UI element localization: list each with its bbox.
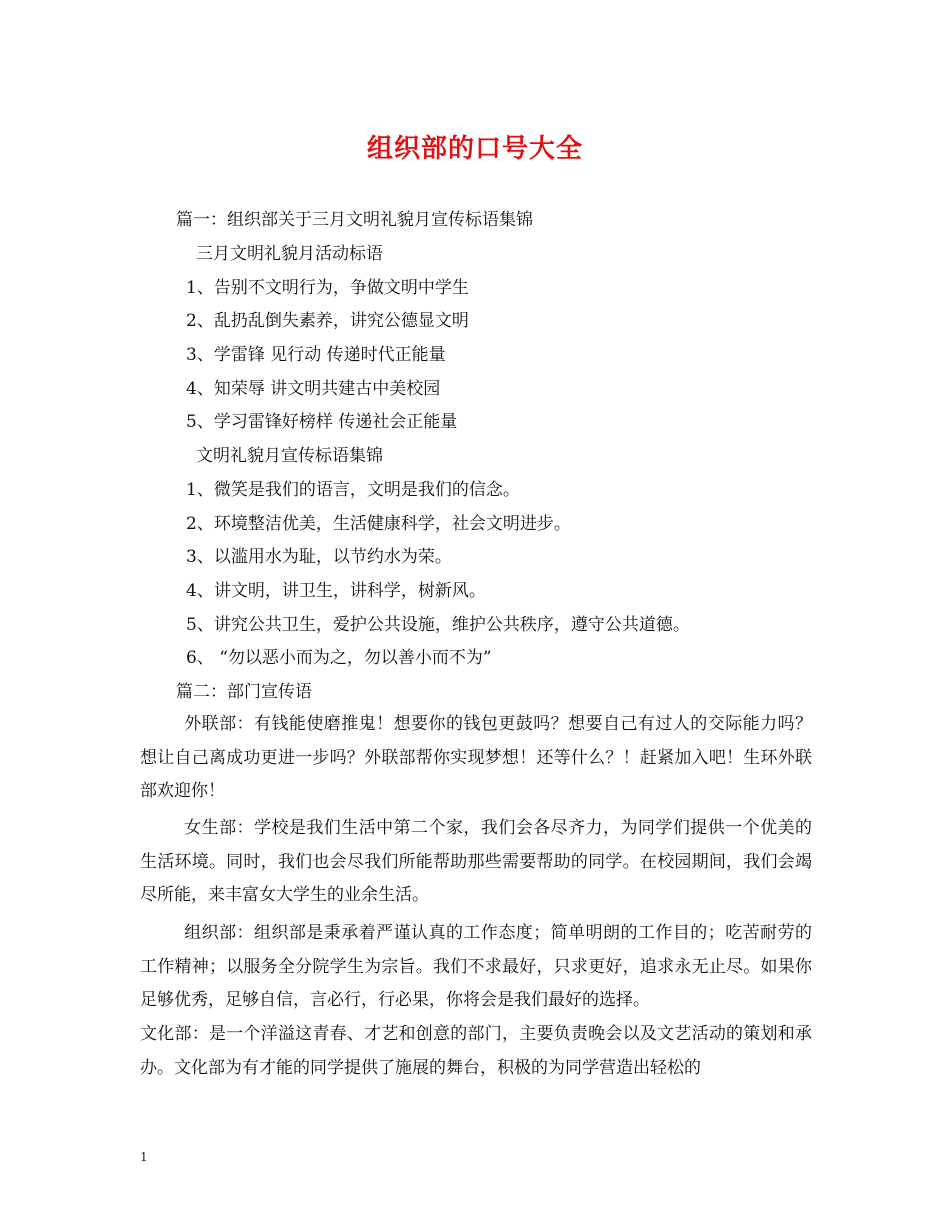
- paragraph-external-relations: 外联部：有钱能使磨推鬼！想要你的钱包更鼓吗？想要自己有过人的交际能力吗？想让自己离成功更进一步吗？外联部帮你实现梦想！还等什么？！赶紧加入吧！生环外联部欢迎你！: [140, 714, 812, 801]
- section2-item: 3、以滥用水为耻，以节约水为荣。: [186, 547, 452, 567]
- section2-heading: 文明礼貌月宣传标语集锦: [196, 446, 383, 466]
- section1-item: 5、学习雷锋好榜样 传递社会正能量: [186, 412, 458, 432]
- section2-item: 2、环境整洁优美，生活健康科学，社会文明进步。: [186, 514, 571, 534]
- paragraph-female-students: 女生部：学校是我们生活中第二个家，我们会各尽齐力，为同学们提供一个优美的生活环境。同时，我们也会尽我们所能帮助那些需要帮助的同学。在校园期间，我们会竭尽所能，来丰富女大学生的业余生活。: [140, 818, 812, 905]
- section1-item: 1、告别不文明行为，争做文明中学生: [186, 278, 469, 298]
- section2-item: 5、讲究公共卫生，爱护公共设施，维护公共秩序，遵守公共道德。: [186, 615, 690, 635]
- paragraph-culture: 文化部：是一个洋溢这青春、才艺和创意的部门，主要负责晚会以及文艺活动的策划和承办。文化部为有才能的同学提供了施展的舞台，积极的为同学营造出轻松的: [140, 1024, 812, 1078]
- part2-heading: 篇二：部门宣传语: [176, 682, 312, 702]
- section2-item: 4、讲文明，讲卫生，讲科学，树新风。: [186, 581, 486, 601]
- page-number: 1: [140, 1150, 148, 1164]
- part1-heading: 篇一：组织部关于三月文明礼貌月宣传标语集锦: [176, 210, 533, 230]
- section2-item: 6、 “勿以恶小而为之，勿以善小而不为”: [186, 648, 492, 668]
- paragraph-organization: 组织部：组织部是秉承着严谨认真的工作态度；简单明朗的工作目的；吃苦耐劳的工作精神；以服务全分院学生为宗旨。我们不求最好，只求更好，追求永无止尽。如果你足够优秀，足够自信，言必行，行必果，你将会是我们最好的选择。: [140, 923, 812, 1010]
- section1-heading: 三月文明礼貌月活动标语: [196, 244, 383, 264]
- document-title: 组织部的口号大全: [366, 134, 583, 164]
- section1-item: 4、知荣辱 讲文明共建古中美校园: [186, 379, 441, 399]
- section2-item: 1、微笑是我们的语言，文明是我们的信念。: [186, 480, 520, 500]
- section1-item: 3、学雷锋 见行动 传递时代正能量: [186, 345, 446, 365]
- section1-item: 2、乱扔乱倒失素养，讲究公德显文明: [186, 311, 469, 331]
